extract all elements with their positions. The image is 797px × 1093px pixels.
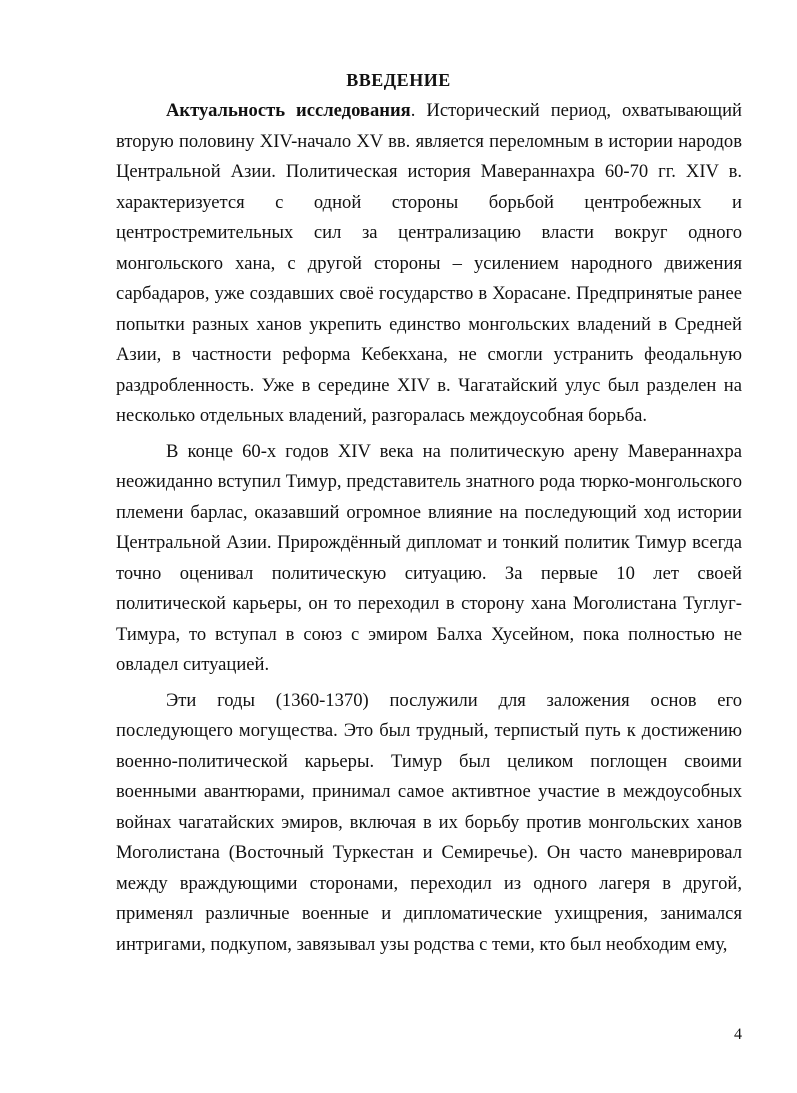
page-title: ВВЕДЕНИЕ [346, 70, 451, 90]
page-number: 4 [734, 1026, 742, 1043]
body-text [116, 96, 742, 960]
paragraph-lead: Актуальность исследования [166, 100, 411, 121]
paragraph-early-years: Эти годы (1360-1370) послужили для заложения основ его последующего могущества. Это был трудный, терпистый путь к достижению военно-политической карьеры. Тимур был целиком поглощен своими военными авантюрами, принимал самое активтное участие в междоусобных войнах чагатайских эмиров, включая в их борьбу против монгольских ханов Моголистана (Восточный Туркестан и Семиречье). Он часто маневрировал между враждующими сторонами, переходил из одного лагеря в другой, применял различные военные и дипломатические ухищрения, занимался интригами, подкупом, завязывал узы родства с теми, кто был необходим ему, [116, 689, 742, 955]
paragraph-timur-arrival: В конце 60-х годов XIV века на политическую арену Мавераннахра неожиданно вступил Тимур, представитель знатного рода тюрко-монгольского племени барлас, оказавший огромное влияние на последующий ход истории Центральной Азии. Прирождённый дипломат и тонкий политик Тимур всегда точно оценивал политическую ситуацию. За первые 10 лет своей политической карьеры, он то переходил в сторону хана Моголистана Туглуг-Тимура, то вступал в союз с эмиром Балха Хусейном, пока полностью не овладел ситуацией. [116, 440, 742, 675]
paragraph-text: . Исторический период, охватывающий вторую половину XIV-начало XV вв. является переломным в истории народов Центральной Азии. Политическая история Мавераннахра 60-70 гг. XIV в. характеризуется с одной стороны борьбой центробежных и центростремительных сил за централизацию власти вокруг одного монгольского хана, с другой стороны – усилением народного движения сарбадаров, уже создавших своё государство в Хорасане. Предпринятые ранее попытки разных ханов укрепить единство монгольских владений в Средней Азии, в частности реформа Кебекхана, не смогли устранить феодальную раздробленность. Уже в середине XIV в. Чагатайский улус был разделен на несколько отдельных владений, разгоралась междоусобная борьба. [116, 100, 742, 426]
paragraph-relevance [116, 96, 742, 432]
